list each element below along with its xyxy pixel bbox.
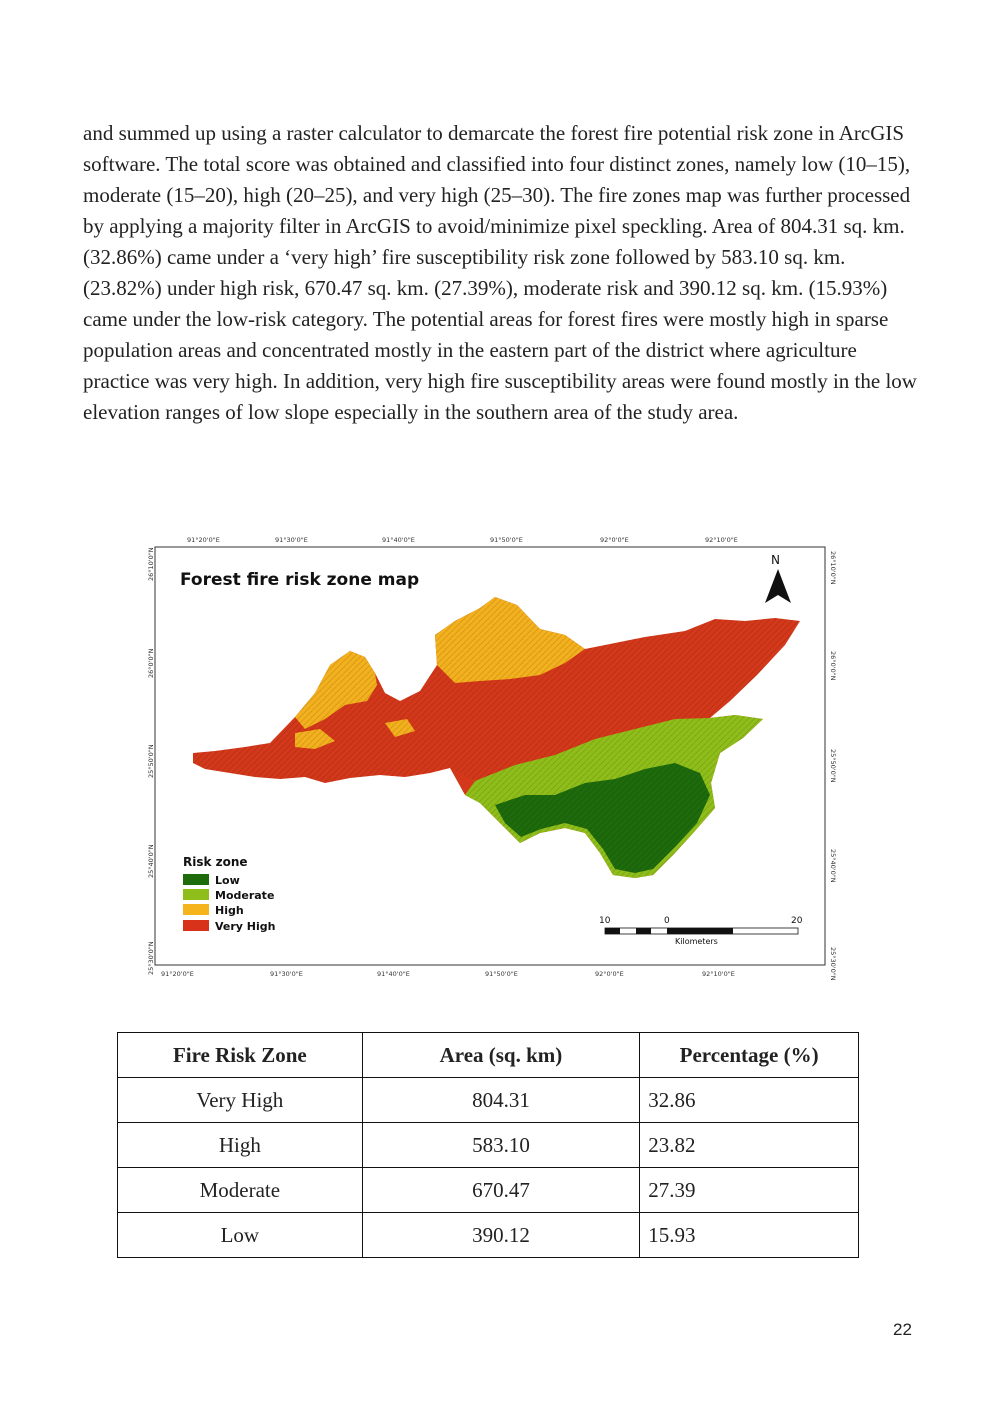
legend-swatch-high <box>183 904 209 915</box>
right-tick: 25°50'0"N <box>829 749 837 783</box>
cell-percentage: 15.93 <box>640 1213 859 1258</box>
cell-percentage: 23.82 <box>640 1123 859 1168</box>
map-title: Forest fire risk zone map <box>180 570 420 590</box>
right-tick: 25°30'0"N <box>829 947 837 981</box>
left-tick: 26°0'0"N <box>147 648 155 678</box>
cell-zone: High <box>118 1123 363 1168</box>
bottom-tick: 92°10'0"E <box>702 970 735 978</box>
bottom-ticks <box>161 970 735 978</box>
bottom-tick: 91°20'0"E <box>161 970 194 978</box>
legend-label-very-high: Very High <box>215 920 276 933</box>
legend-label-low: Low <box>215 874 240 887</box>
cell-area: 804.31 <box>362 1078 640 1123</box>
right-tick: 26°0'0"N <box>829 651 837 681</box>
legend-swatch-very-high <box>183 920 209 931</box>
legend-swatch-low <box>183 874 209 885</box>
cell-zone: Moderate <box>118 1168 363 1213</box>
scale-unit: Kilometers <box>675 937 718 946</box>
top-tick: 91°30'0"E <box>275 536 308 544</box>
top-tick: 92°0'0"E <box>600 536 629 544</box>
right-tick: 26°10'0"N <box>829 551 837 585</box>
left-tick: 25°40'0"N <box>147 844 155 878</box>
cell-area: 390.12 <box>362 1213 640 1258</box>
page-number: 22 <box>893 1320 912 1339</box>
top-tick: 91°20'0"E <box>187 536 220 544</box>
svg-text:N: N <box>771 552 780 566</box>
left-tick: 25°50'0"N <box>147 744 155 778</box>
legend-label-high: High <box>215 904 244 917</box>
table-row <box>118 1078 859 1123</box>
cell-percentage: 27.39 <box>640 1168 859 1213</box>
scale-label-middle: 0 <box>664 916 670 926</box>
table-row <box>118 1168 859 1213</box>
forest-fire-risk-map <box>145 533 845 983</box>
left-ticks <box>147 547 155 975</box>
bottom-tick: 91°50'0"E <box>485 970 518 978</box>
right-ticks <box>829 551 837 981</box>
cell-area: 670.47 <box>362 1168 640 1213</box>
bottom-tick: 92°0'0"E <box>595 970 624 978</box>
bottom-tick: 91°40'0"E <box>377 970 410 978</box>
map-figure <box>145 533 845 983</box>
cell-zone: Very High <box>118 1078 363 1123</box>
left-tick: 26°10'0"N <box>147 547 155 581</box>
top-tick: 91°40'0"E <box>382 536 415 544</box>
top-tick: 91°50'0"E <box>490 536 523 544</box>
right-tick: 25°40'0"N <box>829 849 837 883</box>
table-row <box>118 1213 859 1258</box>
legend-title: Risk zone <box>183 855 248 869</box>
bottom-tick: 91°30'0"E <box>270 970 303 978</box>
table-header-row <box>118 1033 859 1078</box>
cell-area: 583.10 <box>362 1123 640 1168</box>
top-tick: 92°10'0"E <box>705 536 738 544</box>
header-area: Area (sq. km) <box>362 1033 640 1078</box>
legend-swatch-moderate <box>183 889 209 900</box>
top-ticks <box>187 536 738 544</box>
cell-zone: Low <box>118 1213 363 1258</box>
header-percentage: Percentage (%) <box>640 1033 859 1078</box>
scale-label-right: 20 <box>791 916 803 926</box>
legend-label-moderate: Moderate <box>215 889 275 902</box>
body-paragraph: and summed up using a raster calculator to demarcate the forest fire potential risk zone in ArcGIS software. The total score was obtained and classified into four distinct zones, namely low (10–15), moderate (15–20), high (20–25), and very high (25–30). The fire zones map was further processed by applying a majority filter in ArcGIS to avoid/minimize pixel speckling. Area of 804.31 sq. km. (32.86%) came under a ‘very high’ fire susceptibility risk zone followed by 583.10 sq. km. (23.82%) under high risk, 670.47 sq. km. (27.39%), moderate risk and 390.12 sq. km. (15.93%) came under the low-risk category. The potential areas for forest fires were mostly high in sparse population areas and concentrated mostly in the eastern part of the district where agriculture practice was very high. In addition, very high fire susceptibility areas were found mostly in the low elevation ranges of low slope especially in the southern area of the study area. <box>83 121 917 424</box>
scale-label-left: 10 <box>599 916 611 926</box>
left-tick: 25°30'0"N <box>147 941 155 975</box>
header-fire-risk-zone: Fire Risk Zone <box>118 1033 363 1078</box>
table-row <box>118 1123 859 1168</box>
cell-percentage: 32.86 <box>640 1078 859 1123</box>
fire-risk-table <box>117 1032 859 1258</box>
